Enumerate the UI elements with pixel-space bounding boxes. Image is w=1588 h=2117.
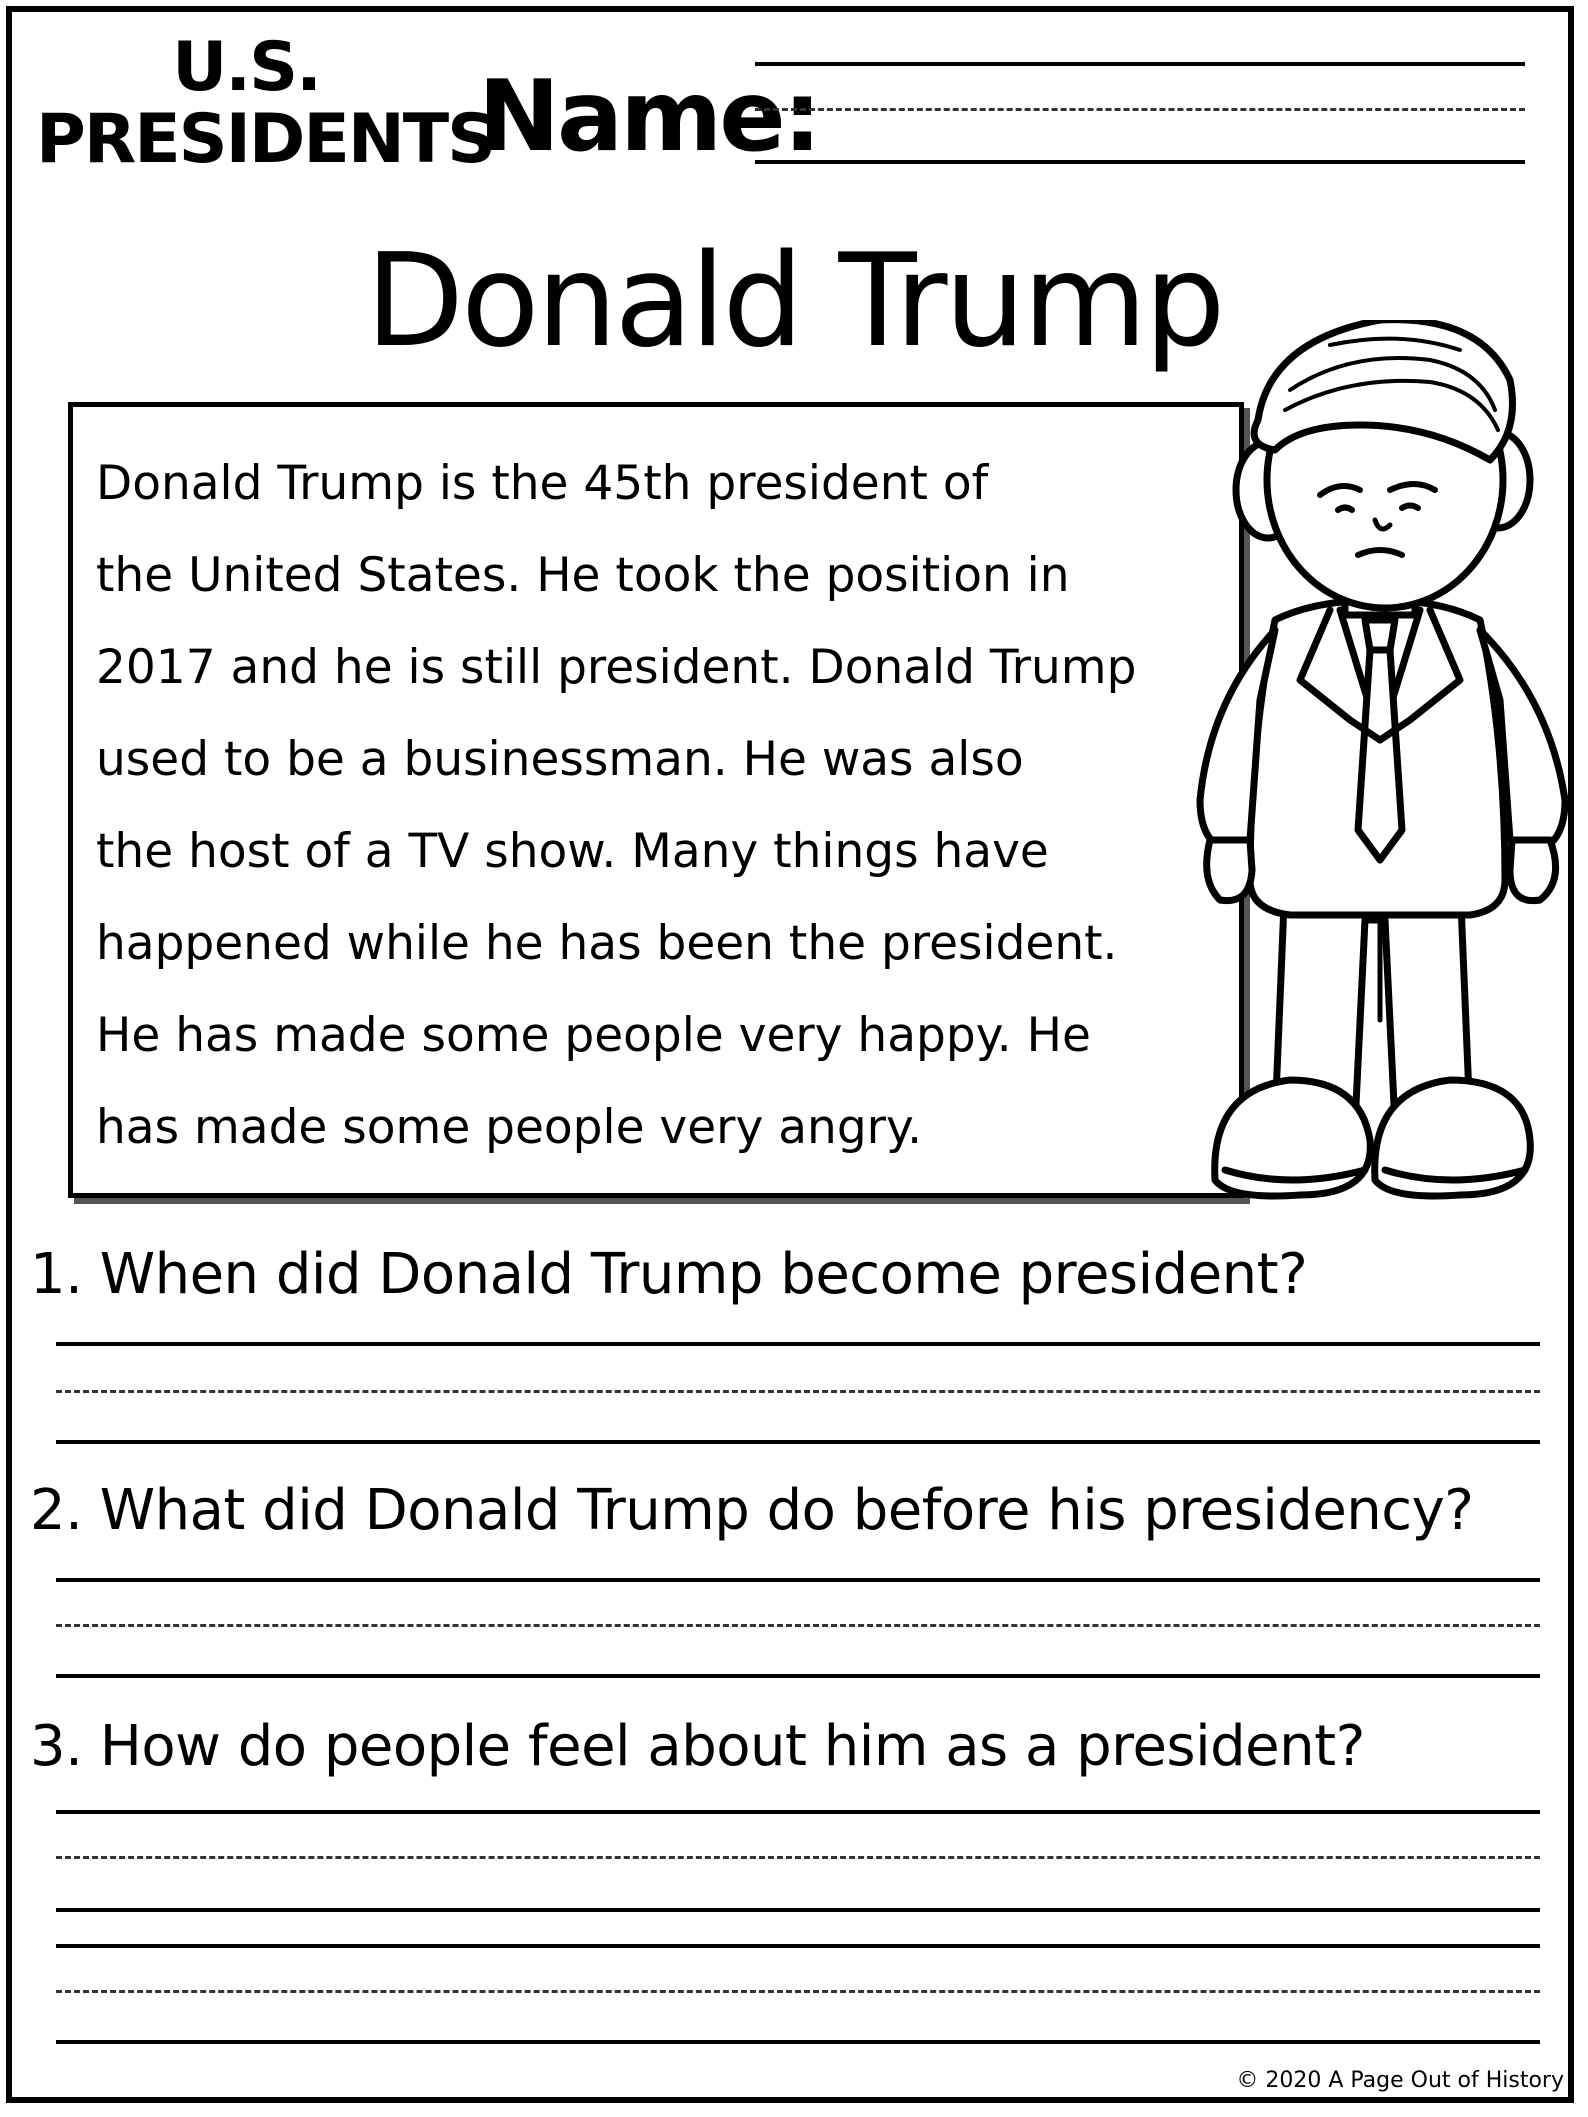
passage-line: He has made some people very happy. He xyxy=(96,1008,1091,1063)
reading-passage xyxy=(96,438,1196,1174)
answer-dashed-line xyxy=(56,1990,1540,1993)
answer-dashed-line xyxy=(56,1390,1540,1393)
passage-line: the host of a TV show. Many things have xyxy=(96,824,1049,879)
question-2: 2. What did Donald Trump do before his presidency? xyxy=(30,1478,1474,1543)
answer-baseline xyxy=(56,1440,1540,1444)
page-title: Donald Trump xyxy=(365,227,1223,376)
answer-dashed-line xyxy=(56,1624,1540,1627)
answer-dashed-line xyxy=(56,1856,1540,1859)
series-label-line2: PRESIDENTS xyxy=(36,100,495,179)
question-3: 3. How do people feel about him as a president? xyxy=(30,1714,1365,1779)
series-label-line1: U.S. xyxy=(172,28,320,107)
answer-top-line xyxy=(56,1810,1540,1814)
answer-top-line xyxy=(56,1342,1540,1346)
question-1: 1. When did Donald Trump become president? xyxy=(30,1242,1308,1307)
passage-line: has made some people very angry. xyxy=(96,1100,923,1155)
passage-line: the United States. He took the position in xyxy=(96,548,1070,603)
name-mid-dashed-line xyxy=(755,108,1525,111)
president-cartoon-illustration xyxy=(1180,320,1580,1220)
passage-line: happened while he has been the president. xyxy=(96,916,1118,971)
name-baseline xyxy=(755,160,1525,164)
answer-baseline xyxy=(56,1908,1540,1912)
name-label: Name: xyxy=(478,60,819,174)
answer-top-line xyxy=(56,1578,1540,1582)
answer-baseline xyxy=(56,1674,1540,1678)
answer-top-line xyxy=(56,1944,1540,1948)
answer-baseline xyxy=(56,2040,1540,2044)
copyright-notice: © 2020 A Page Out of History xyxy=(1236,2068,1564,2093)
series-label xyxy=(36,28,495,179)
passage-line: used to be a businessman. He was also xyxy=(96,732,1024,787)
passage-line: Donald Trump is the 45th president of xyxy=(96,456,989,511)
passage-line: 2017 and he is still president. Donald Trump xyxy=(96,640,1137,695)
name-top-line xyxy=(755,62,1525,66)
